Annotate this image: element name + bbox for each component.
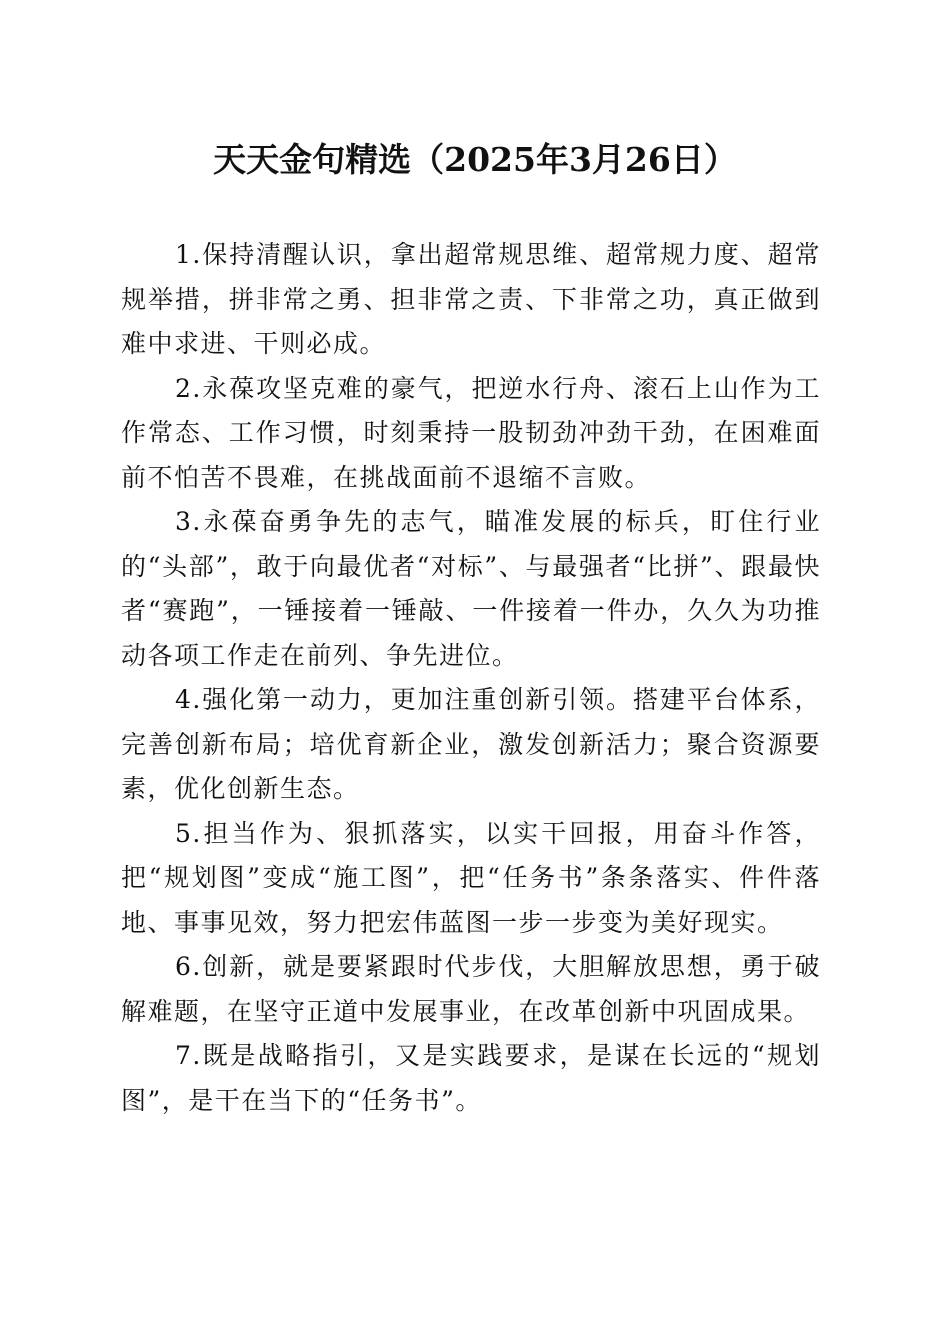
paragraph-5: 5.担当作为、狠抓落实，以实干回报，用奋斗作答，把“规划图”变成“施工图”，把“任务书”条条落实、件件落地、事事见效，努力把宏伟蓝图一步一步变为美好现实。 bbox=[121, 818, 821, 937]
document-body bbox=[121, 233, 821, 1123]
paragraph-3: 3.永葆奋勇争先的志气，瞄准发展的标兵，盯住行业的“头部”，敢于向最优者“对标”、与最强者“比拼”、跟最快者“赛跑”，一锤接着一锤敲、一件接着一件办，久久为功推动各项工作走在前列、争先进位。 bbox=[121, 507, 821, 670]
paragraph-4: 4.强化第一动力，更加注重创新引领。搭建平台体系，完善创新布局；培优育新企业，激发创新活力；聚合资源要素，优化创新生态。 bbox=[121, 685, 821, 803]
paragraph-2: 2.永葆攻坚克难的豪气，把逆水行舟、滚石上山作为工作常态、工作习惯，时刻秉持一股韧劲冲劲干劲，在困难面前不怕苦不畏难，在挑战面前不退缩不言败。 bbox=[121, 373, 821, 492]
document-title: 天天金句精选（2025年3月26日） bbox=[213, 140, 737, 179]
paragraph-6: 6.创新，就是要紧跟时代步伐，大胆解放思想，勇于破解难题，在坚守正道中发展事业，在改革创新中巩固成果。 bbox=[121, 952, 821, 1026]
paragraph-1: 1.保持清醒认识，拿出超常规思维、超常规力度、超常规举措，拼非常之勇、担非常之责、下非常之功，真正做到难中求进、干则必成。 bbox=[121, 240, 821, 358]
paragraph-7: 7.既是战略指引，又是实践要求，是谋在长远的“规划图”，是干在当下的“任务书”。 bbox=[121, 1041, 821, 1115]
